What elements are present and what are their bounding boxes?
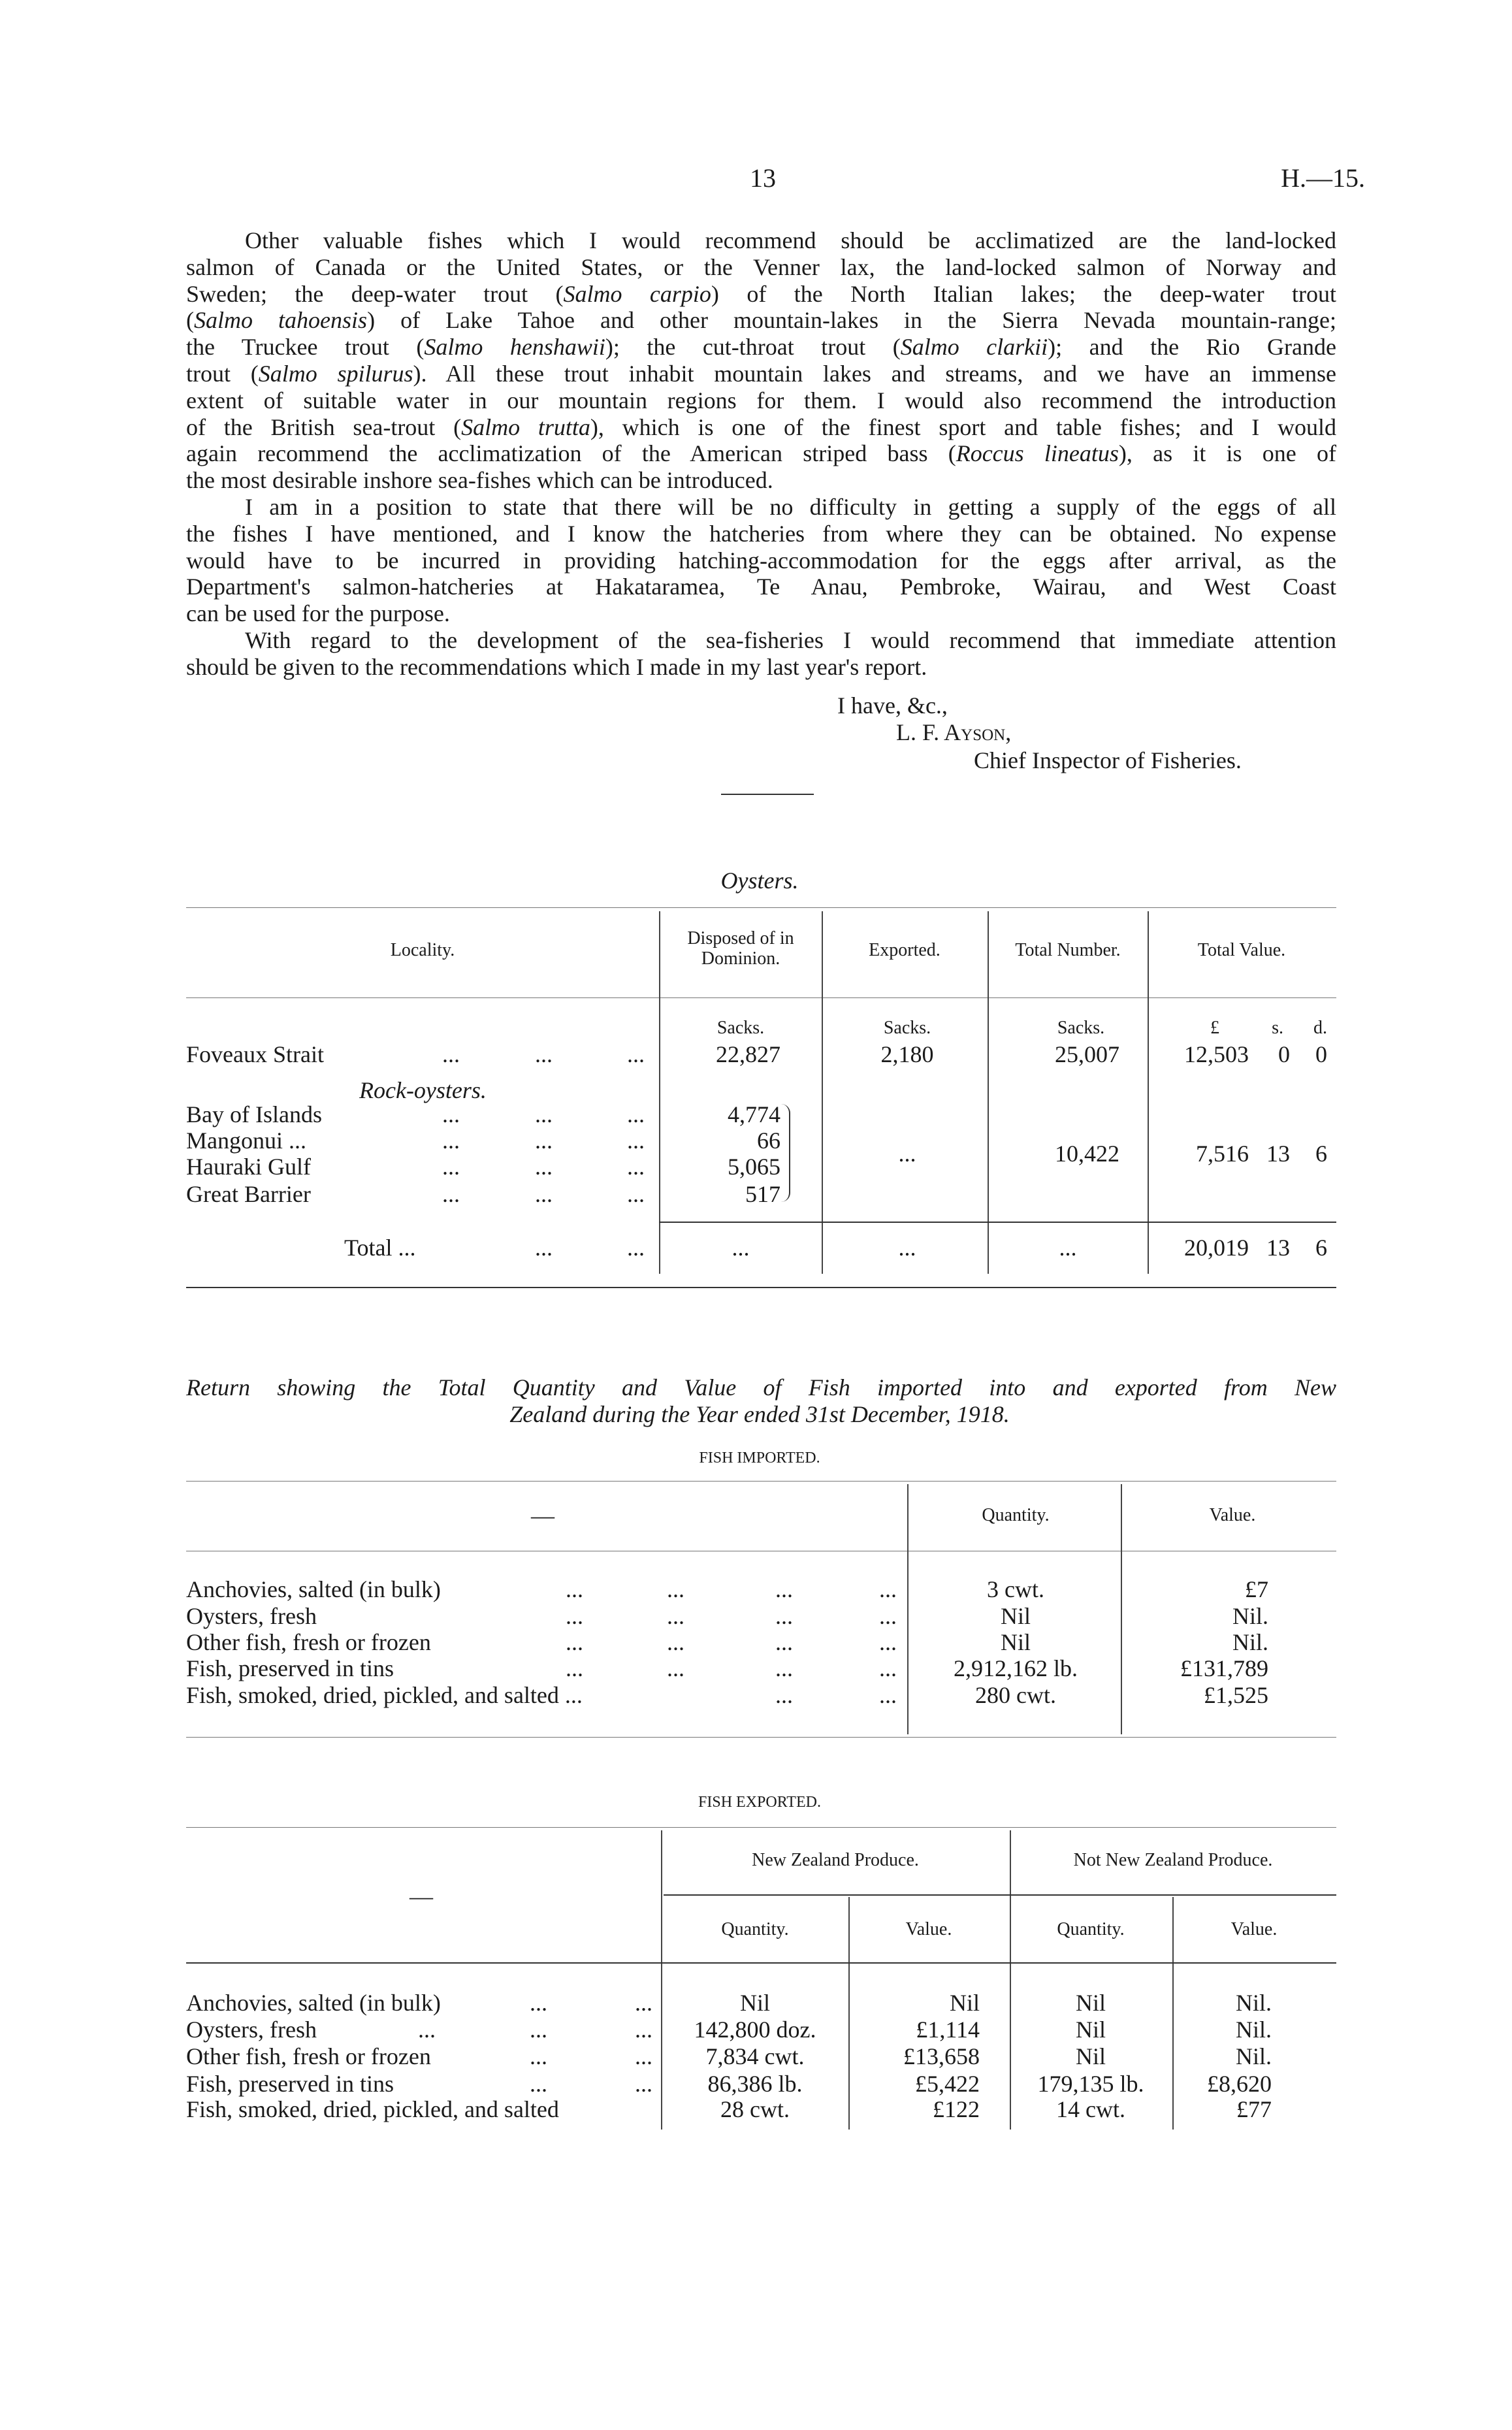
header-exported: Exported. <box>869 940 941 960</box>
other-value: Nil. <box>1235 2043 1272 2069</box>
leader-dots: ... <box>627 1154 645 1180</box>
text-segment: Sweden; the deep-water trout ( <box>186 280 564 307</box>
return-title-line: Return showing the Total Quantity and Value of Fish imported into and exported from New <box>186 1374 1336 1401</box>
text-segment: ). All these trout inhabit mountain lakes and streams, and we have an immense <box>413 361 1336 387</box>
description: Oysters, fresh <box>186 1603 317 1629</box>
total-disposed: ... <box>732 1235 750 1261</box>
imported-title: FISH IMPORTED. <box>699 1450 820 1466</box>
nz-value: £5,422 <box>915 2071 980 2097</box>
text-segment: Other valuable fishes which I would recommend should be acclimatized are the land-locked <box>245 227 1336 253</box>
leader-dots: ... <box>635 2017 652 2043</box>
leader-dots: ... <box>879 1576 897 1602</box>
value: £7 <box>1245 1576 1268 1602</box>
header-description: — <box>410 1883 433 1909</box>
header-description: — <box>531 1502 555 1529</box>
description: Fish, preserved in tins <box>186 2071 394 2097</box>
text-segment: the Truckee trout ( <box>186 334 425 361</box>
header-total-value: Total Value. <box>1197 940 1286 960</box>
other-quantity: Nil <box>1075 1990 1106 2016</box>
other-quantity: Nil <box>1075 2043 1106 2069</box>
value-shillings: 13 <box>1266 1235 1290 1261</box>
unit: d. <box>1313 1018 1327 1038</box>
total-number: 25,007 <box>1055 1041 1119 1067</box>
text-segment: extent of suitable water in our mountain regions for them. I would also recommend the introduction <box>186 387 1336 413</box>
text-segment: ), as it is one of <box>1118 440 1336 467</box>
leader-dots: ... <box>667 1576 684 1602</box>
total-number: ... <box>1059 1235 1077 1261</box>
other-value: £8,620 <box>1207 2071 1272 2097</box>
document-reference: H.—15. <box>1281 163 1365 193</box>
paragraph-line <box>186 307 1336 334</box>
oysters-header-rule <box>186 997 1336 998</box>
value: Nil. <box>1232 1629 1268 1655</box>
paragraph-line <box>186 227 1336 254</box>
value-pence: 6 <box>1315 1235 1327 1261</box>
description: Fish, smoked, dried, pickled, and salted <box>186 2096 559 2122</box>
header-disposed: Disposed of in <box>687 928 794 948</box>
text-segment: of the British sea-trout ( <box>186 413 462 440</box>
separator-rule <box>721 794 814 795</box>
paragraph-line <box>186 574 1336 600</box>
text-segment: trout ( <box>186 361 259 387</box>
leader-dots: ... <box>442 1181 460 1207</box>
text-segment: the fishes I have mentioned, and I know the hatcheries from where they can be obtained. No expense <box>186 520 1336 547</box>
leader-dots: ... <box>775 1603 793 1629</box>
leader-dots: ... <box>627 1101 645 1127</box>
total-rule <box>659 1222 1336 1223</box>
unit: Sacks. <box>1057 1018 1105 1038</box>
unit: Sacks. <box>716 1018 765 1038</box>
leader-dots: ... <box>442 1041 460 1067</box>
unit: Sacks. <box>883 1018 931 1038</box>
locality: Foveaux Strait <box>186 1041 324 1067</box>
disposed: 22,827 <box>716 1041 780 1067</box>
nz-quantity: 28 cwt. <box>720 2096 790 2122</box>
paragraph-line <box>186 494 1336 521</box>
leader-dots: ... <box>535 1181 553 1207</box>
other-value: Nil. <box>1235 1990 1272 2016</box>
paragraph-line <box>186 654 1336 681</box>
nz-quantity: Nil <box>739 1990 770 2016</box>
quantity: Nil <box>1000 1629 1031 1655</box>
paragraph-line <box>186 361 1336 387</box>
locality: Hauraki Gulf <box>186 1154 311 1180</box>
paragraph-line <box>186 600 1336 627</box>
paragraph-line <box>186 521 1336 547</box>
total-label: Total ... <box>344 1235 416 1261</box>
exported: ... <box>898 1141 916 1167</box>
description: Other fish, fresh or frozen <box>186 1629 431 1655</box>
value: Nil. <box>1232 1603 1268 1629</box>
header-value: Value. <box>1231 1919 1278 1939</box>
exported-top-rule <box>186 1827 1336 1828</box>
leader-dots: ... <box>627 1235 645 1261</box>
leader-dots: ... <box>775 1682 793 1708</box>
signatory-title: Chief Inspector of Fisheries. <box>974 747 1242 773</box>
header-total-number: Total Number. <box>1015 940 1121 960</box>
quantity: 280 cwt. <box>975 1682 1056 1708</box>
leader-dots: ... <box>566 1603 583 1629</box>
description: Fish, smoked, dried, pickled, and salted ... <box>186 1682 583 1708</box>
text-segment: the most desirable inshore sea-fishes which can be introduced. <box>186 467 773 494</box>
text-segment: Department's salmon-hatcheries at Hakataramea, Te Anau, Pembroke, Wairau, and West Coast <box>186 574 1336 600</box>
description: Anchovies, salted (in bulk) <box>186 1990 441 2016</box>
leader-dots: ... <box>775 1629 793 1655</box>
leader-dots: ... <box>879 1603 897 1629</box>
value-shillings: 13 <box>1266 1141 1290 1167</box>
nz-quantity: 7,834 cwt. <box>705 2043 805 2069</box>
leader-dots: ... <box>535 1154 553 1180</box>
nz-value: Nil <box>949 1990 980 2016</box>
header-locality: Locality. <box>390 940 455 960</box>
total-exported: ... <box>898 1235 916 1261</box>
text-segment: I am in a position to state that there will be no difficulty in getting a supply of the eggs of all <box>245 494 1336 520</box>
leader-dots: ... <box>530 2017 547 2043</box>
leader-dots: ... <box>667 1629 684 1655</box>
leader-dots: ... <box>535 1127 553 1154</box>
oysters-top-rule <box>186 907 1336 908</box>
leader-dots: ... <box>442 1101 460 1127</box>
leader-dots: ... <box>635 2043 652 2069</box>
text-segment: ); the cut-throat trout ( <box>605 334 901 361</box>
header-value: Value. <box>905 1919 952 1939</box>
leader-dots: ... <box>635 2071 652 2097</box>
species-name: Salmo henshawii <box>424 334 605 361</box>
leader-dots: ... <box>566 1629 583 1655</box>
column-divider <box>1148 911 1149 1274</box>
exported: 2,180 <box>880 1041 934 1067</box>
description: Other fish, fresh or frozen <box>186 2043 431 2069</box>
unit: s. <box>1272 1018 1283 1038</box>
exported-title: FISH EXPORTED. <box>698 1794 821 1811</box>
nz-value: £1,114 <box>916 2017 980 2043</box>
value-pounds: 12,503 <box>1184 1041 1249 1067</box>
total-number: 10,422 <box>1055 1141 1119 1167</box>
description: Oysters, fresh <box>186 2017 317 2043</box>
paragraph-line <box>186 387 1336 414</box>
closing: I have, &c., <box>837 692 948 719</box>
species-name: Salmo carpio <box>563 280 711 307</box>
leader-dots: ... <box>627 1181 645 1207</box>
oysters-title: Oysters. <box>720 867 799 894</box>
value-pence: 0 <box>1315 1041 1327 1067</box>
paragraph-line <box>186 254 1336 281</box>
quantity: 2,912,162 lb. <box>953 1655 1078 1681</box>
description: Fish, preserved in tins <box>186 1655 394 1681</box>
other-value: Nil. <box>1235 2017 1272 2043</box>
leader-dots: ... <box>566 1576 583 1602</box>
leader-dots: ... <box>530 1990 547 2016</box>
leader-dots: ... <box>627 1041 645 1067</box>
exported-header-rule <box>186 1962 1336 1964</box>
header-not-nz-produce: Not New Zealand Produce. <box>1073 1850 1273 1870</box>
text-segment: can be used for the purpose. <box>186 600 450 627</box>
rock-oysters-label: Rock-oysters. <box>359 1077 487 1103</box>
species-name: Roccus lineatus <box>956 440 1119 467</box>
paragraph-line <box>186 281 1336 308</box>
leader-dots: ... <box>775 1655 793 1681</box>
leader-dots: ... <box>442 1127 460 1154</box>
quantity: 3 cwt. <box>987 1576 1044 1602</box>
value-pounds: 20,019 <box>1184 1235 1249 1261</box>
value: £1,525 <box>1204 1682 1268 1708</box>
return-title-line: Zealand during the Year ended 31st December, 1918. <box>509 1401 1010 1427</box>
leader-dots: ... <box>566 1655 583 1681</box>
header-quantity: Quantity. <box>721 1919 789 1939</box>
header-quantity: Quantity. <box>982 1505 1050 1525</box>
other-quantity: 179,135 lb. <box>1037 2071 1144 2097</box>
leader-dots: ... <box>879 1655 897 1681</box>
value-pounds: 7,516 <box>1196 1141 1249 1167</box>
description: Anchovies, salted (in bulk) <box>186 1576 441 1602</box>
other-value: £77 <box>1236 2096 1272 2122</box>
leader-dots: ... <box>442 1154 460 1180</box>
paragraph-line <box>186 414 1336 441</box>
unit: £ <box>1210 1018 1219 1038</box>
signatory: L. F. Ayson, <box>896 719 1012 745</box>
nz-value: £122 <box>933 2096 980 2122</box>
value: £131,789 <box>1180 1655 1268 1681</box>
species-name: Salmo tahoensis <box>194 307 368 334</box>
nz-quantity: 86,386 lb. <box>707 2071 803 2097</box>
leader-dots: ... <box>530 2043 547 2069</box>
locality: Bay of Islands <box>186 1101 322 1127</box>
text-segment: salmon of Canada or the United States, or the Venner lax, the land-locked salmon of Norway and <box>186 253 1336 280</box>
leader-dots: ... <box>530 2071 547 2097</box>
nz-quantity: 142,800 doz. <box>694 2017 816 2043</box>
leader-dots: ... <box>418 2017 436 2043</box>
disposed: 4,774 <box>728 1101 780 1127</box>
leader-dots: ... <box>535 1235 553 1261</box>
value-shillings: 0 <box>1278 1041 1290 1067</box>
paragraph-line <box>186 627 1336 654</box>
page-number: 13 <box>750 163 776 193</box>
other-quantity: 14 cwt. <box>1056 2096 1125 2122</box>
leader-dots: ... <box>775 1576 793 1602</box>
text-segment: ), which is one of the finest sport and table fishes; and I would <box>590 413 1337 440</box>
text-segment: ) of Lake Tahoe and other mountain-lakes in the Sierra Nevada mountain-range; <box>367 307 1336 334</box>
imported-bottom-rule <box>186 1737 1336 1738</box>
disposed: 517 <box>745 1181 780 1207</box>
imported-top-rule <box>186 1481 1336 1482</box>
leader-dots: ... <box>535 1041 553 1067</box>
text-segment: would have to be incurred in providing hatching-accommodation for the eggs after arrival, as the <box>186 547 1336 574</box>
text-segment: should be given to the recommendations which I made in my last year's report. <box>186 653 927 680</box>
header-nz-produce: New Zealand Produce. <box>752 1850 919 1870</box>
header-quantity: Quantity. <box>1057 1919 1125 1939</box>
text-segment: ); and the Rio Grande <box>1048 334 1336 361</box>
oysters-bottom-rule <box>186 1287 1336 1288</box>
other-quantity: Nil <box>1075 2017 1106 2043</box>
nz-value: £13,658 <box>903 2043 980 2069</box>
disposed: 5,065 <box>728 1154 780 1180</box>
leader-dots: ... <box>635 1990 652 2016</box>
disposed: 66 <box>757 1127 780 1154</box>
text-segment: ( <box>186 307 194 334</box>
locality: Great Barrier <box>186 1181 311 1207</box>
text-segment: With regard to the development of the sea-fisheries I would recommend that immediate attention <box>245 627 1336 653</box>
leader-dots: ... <box>879 1629 897 1655</box>
leader-dots: ... <box>879 1682 897 1708</box>
species-name: Salmo trutta <box>461 413 590 440</box>
species-name: Salmo spilurus <box>258 361 413 387</box>
leader-dots: ... <box>667 1603 684 1629</box>
text-segment: ) of the North Italian lakes; the deep-water trout <box>711 280 1336 307</box>
paragraph-line <box>186 547 1336 574</box>
locality: Mangonui ... <box>186 1127 306 1154</box>
leader-dots: ... <box>627 1127 645 1154</box>
value-pence: 6 <box>1315 1141 1327 1167</box>
header-value: Value. <box>1209 1505 1256 1525</box>
leader-dots: ... <box>535 1101 553 1127</box>
header-disposed: Dominion. <box>701 948 780 969</box>
text-segment: again recommend the acclimatization of the American striped bass ( <box>186 440 956 467</box>
leader-dots: ... <box>667 1655 684 1681</box>
paragraph-line <box>186 440 1336 467</box>
paragraph-line <box>186 467 1336 494</box>
species-name: Salmo clarkii <box>900 334 1048 361</box>
paragraph-line <box>186 334 1336 361</box>
quantity: Nil <box>1000 1603 1031 1629</box>
